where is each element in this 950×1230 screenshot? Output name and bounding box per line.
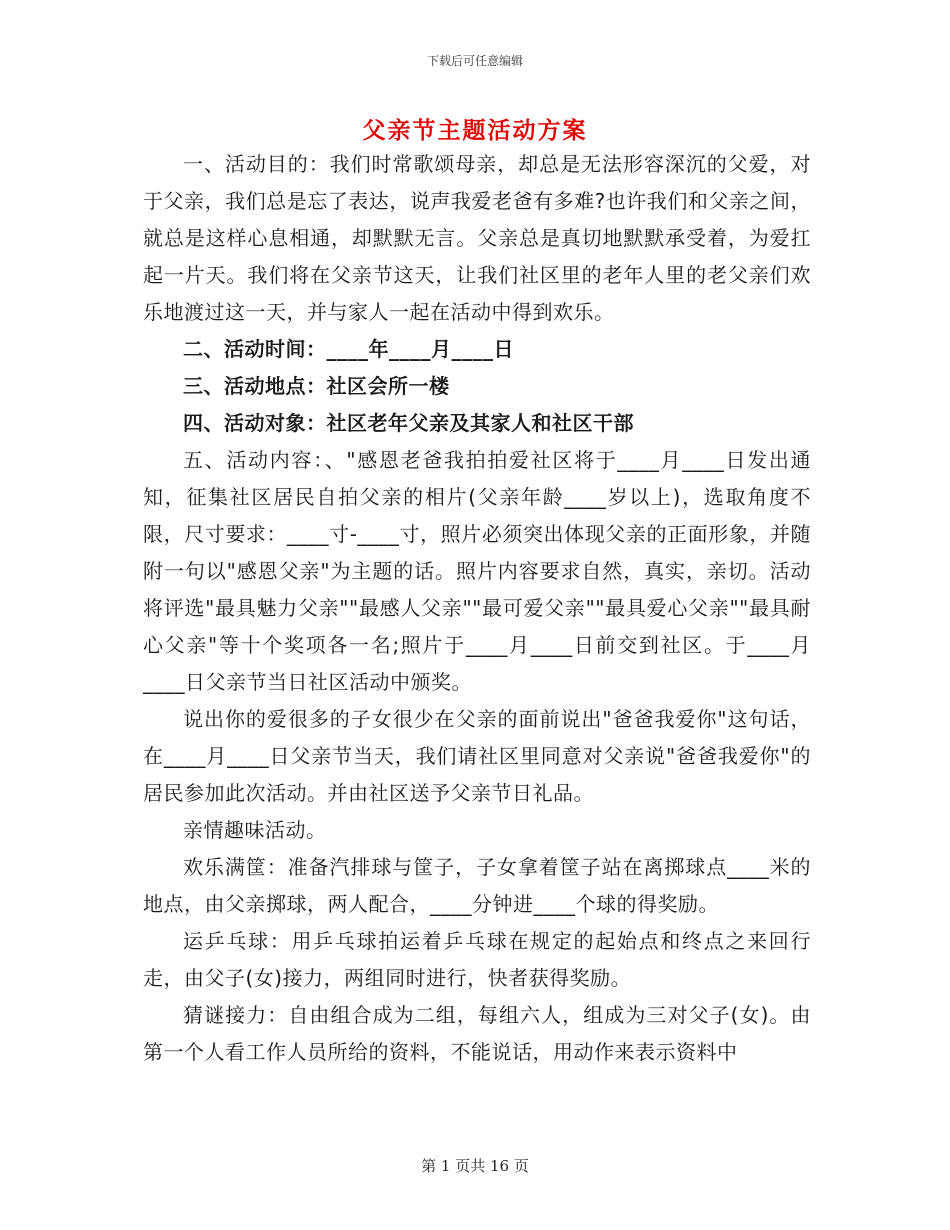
paragraph-content: 五、活动内容：、"感恩老爸我拍拍爱社区将于____月____日发出通知，征集社区居民自拍父亲的相片(父亲年龄____岁以上)，选取角度不限，尺寸要求：____寸-____寸，照片必须突出体现父亲的正面形象，并随附一句以"感恩父亲"为主题的话。照片内容要求自然，真实，亲切。活动将评选"最具魅力父亲""最感人父亲""最可爱父亲""最具爱心父亲""最具耐心父亲"等十个奖项各一名;照片于____月____日前交到社区。于____月____日父亲节当日社区活动中颁奖。 bbox=[143, 448, 811, 694]
header-note: 下载后可任意编辑 bbox=[426, 54, 523, 68]
page-footer: 第 1 页共 16 页 bbox=[421, 1157, 529, 1175]
paragraph-time: 二、活动时间：____年____月____日 bbox=[183, 337, 514, 361]
paragraph-pingpong-game: 运乒乓球：用乒乓球拍运着乒乓球在规定的起始点和终点之来回行走，由父子(女)接力，两组同时进行，快者获得奖励。 bbox=[143, 929, 811, 990]
paragraph-basket-game: 欢乐满筐：准备汽排球与筐子，子女拿着筐子站在离掷球点____米的地点，由父亲掷球，两人配合，____分钟进____个球的得奖励。 bbox=[143, 855, 811, 916]
document-title: 父亲节主题活动方案 bbox=[362, 118, 588, 144]
paragraph-purpose: 一、活动目的：我们时常歌颂母亲，却总是无法形容深沉的父爱，对于父亲，我们总是忘了表达，说声我爱老爸有多难?也许我们和父亲之间，就总是这样心息相通，却默默无言。父亲总是真切地默默承受着，为爱扛起一片天。我们将在父亲节这天，让我们社区里的老年人里的老父亲们欢乐地渡过这一天，并与家人一起在活动中得到欢乐。 bbox=[143, 152, 811, 324]
paragraph-participants: 四、活动对象：社区老年父亲及其家人和社区干部 bbox=[183, 411, 634, 435]
paragraph-location: 三、活动地点：社区会所一楼 bbox=[183, 374, 450, 398]
paragraph-family-games: 亲情趣味活动。 bbox=[183, 818, 327, 842]
paragraph-charade-relay: 猜谜接力：自由组合成为二组，每组六人，组成为三对父子(女)。由第一个人看工作人员所给的资料，不能说话，用动作来表示资料中 bbox=[143, 1003, 811, 1064]
document-body bbox=[143, 146, 811, 1071]
paragraph-say-love: 说出你的爱很多的子女很少在父亲的面前说出"爸爸我爱你"这句话，在____月____日父亲节当天，我们请社区里同意对父亲说"爸爸我爱你"的居民参加此次活动。并由社区送予父亲节日礼品。 bbox=[143, 707, 811, 805]
